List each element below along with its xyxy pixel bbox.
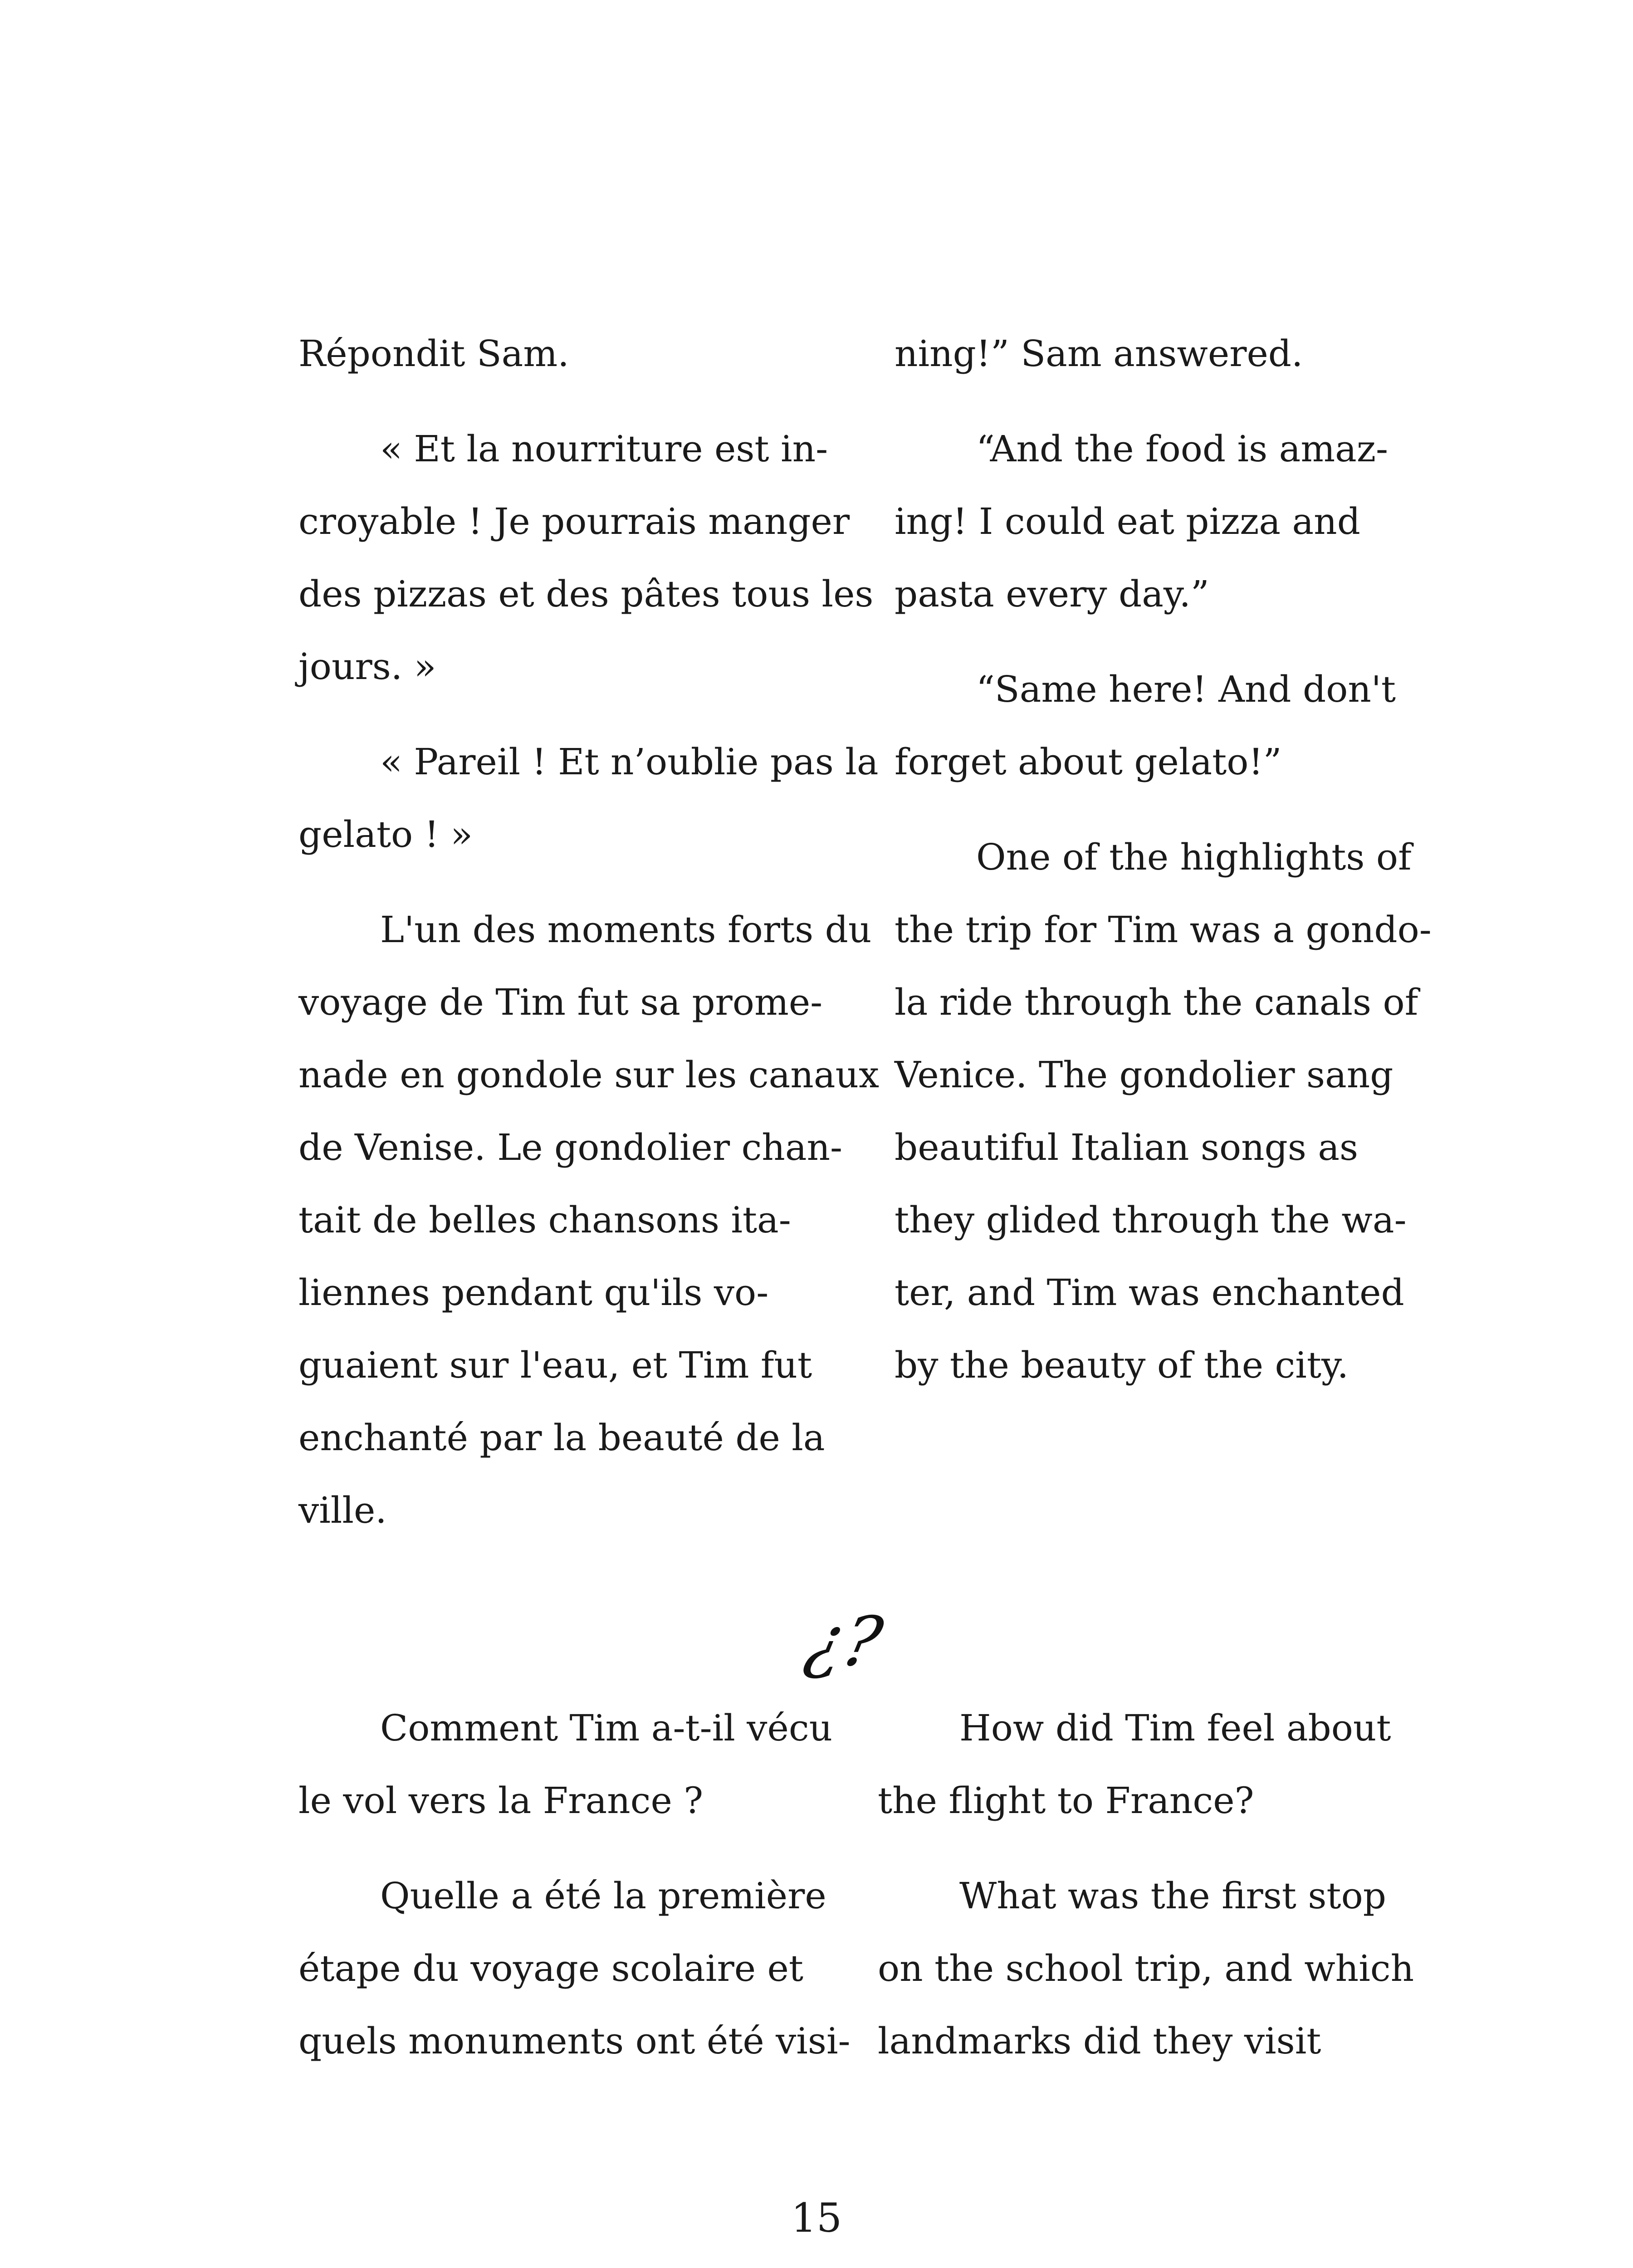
text-line: liennes pendant qu'ils vo- [298, 1271, 769, 1314]
french-question-paragraph [298, 1860, 851, 2077]
text-line: What was the first stop [959, 1875, 1386, 1917]
paragraph-gap [878, 1837, 1414, 1860]
english-question-paragraph [878, 1860, 1414, 2077]
text-line: de Venise. Le gondolier chan- [298, 1126, 843, 1168]
text-line: des pizzas et des pâtes tous les [298, 573, 874, 615]
text-line: beautiful Italian songs as [895, 1126, 1359, 1168]
text-line: ville. [298, 1489, 387, 1531]
french-question-paragraph [298, 1692, 851, 1837]
text-line: on the school trip, and which [878, 1947, 1414, 1989]
text-line: ter, and Tim was enchanted [895, 1271, 1404, 1314]
text-line: Comment Tim a-t-il vécu [380, 1707, 833, 1749]
paragraph-gap [298, 1837, 851, 1860]
text-line: How did Tim feel about [959, 1707, 1391, 1749]
text-line: ning!” Sam answered. [895, 332, 1303, 375]
text-line: forget about gelato!” [895, 741, 1282, 783]
text-line: croyable ! Je pourrais manger [298, 500, 850, 543]
text-line: landmarks did they visit [878, 2020, 1321, 2062]
text-line: One of the highlights of [976, 836, 1412, 878]
paragraph-gap [298, 390, 879, 413]
bat-icon [762, 2259, 944, 2268]
text-line: jours. » [298, 645, 436, 688]
paragraph-gap [298, 871, 879, 894]
text-line: guaient sur l'eau, et Tim fut [298, 1344, 812, 1386]
question-divider: ¿? [799, 1603, 889, 1681]
text-line: ing! I could eat pizza and [895, 500, 1360, 543]
paragraph-gap [298, 703, 879, 726]
paragraph-gap [895, 631, 1432, 653]
text-line: enchanté par la beauté de la [298, 1417, 825, 1459]
text-line: pasta every day.” [895, 573, 1209, 615]
text-line: the trip for Tim was a gondo- [895, 909, 1432, 951]
text-line: they glided through the wa- [895, 1199, 1407, 1241]
text-line: voyage de Tim fut sa prome- [298, 981, 823, 1023]
french-paragraph [298, 318, 879, 390]
text-line: tait de belles chansons ita- [298, 1199, 791, 1241]
page-number: 15 [791, 2195, 842, 2241]
french-paragraph [298, 726, 879, 871]
paragraph-gap [895, 390, 1432, 413]
text-line: Répondit Sam. [298, 332, 569, 375]
english-paragraph [895, 653, 1432, 798]
french-text-column [298, 318, 879, 1547]
text-line: étape du voyage scolaire et [298, 1947, 803, 1989]
text-line: the flight to France? [878, 1779, 1254, 1822]
english-question-paragraph [878, 1692, 1414, 1837]
text-line: « Et la nourriture est in- [380, 428, 828, 470]
english-paragraph [895, 413, 1432, 631]
english-text-column [895, 318, 1432, 1402]
text-line: “And the food is amaz- [976, 428, 1389, 470]
text-line: gelato ! » [298, 813, 473, 855]
paragraph-gap [895, 798, 1432, 821]
french-paragraph [298, 894, 879, 1547]
text-line: nade en gondole sur les canaux [298, 1054, 880, 1096]
french-paragraph [298, 413, 879, 703]
text-line: by the beauty of the city. [895, 1344, 1349, 1386]
text-line: Quelle a été la première [380, 1875, 826, 1917]
text-line: Venice. The gondolier sang [895, 1054, 1393, 1096]
english-questions-column [878, 1692, 1414, 2077]
french-questions-column [298, 1692, 851, 2077]
english-paragraph [895, 821, 1432, 1402]
text-line: “Same here! And don't [976, 668, 1396, 710]
text-line: « Pareil ! Et n’oublie pas la [380, 741, 879, 783]
text-line: la ride through the canals of [895, 981, 1418, 1023]
text-line: quels monuments ont été visi- [298, 2020, 851, 2062]
text-line: L'un des moments forts du [380, 909, 872, 951]
english-paragraph [895, 318, 1432, 390]
text-line: le vol vers la France ? [298, 1779, 704, 1822]
